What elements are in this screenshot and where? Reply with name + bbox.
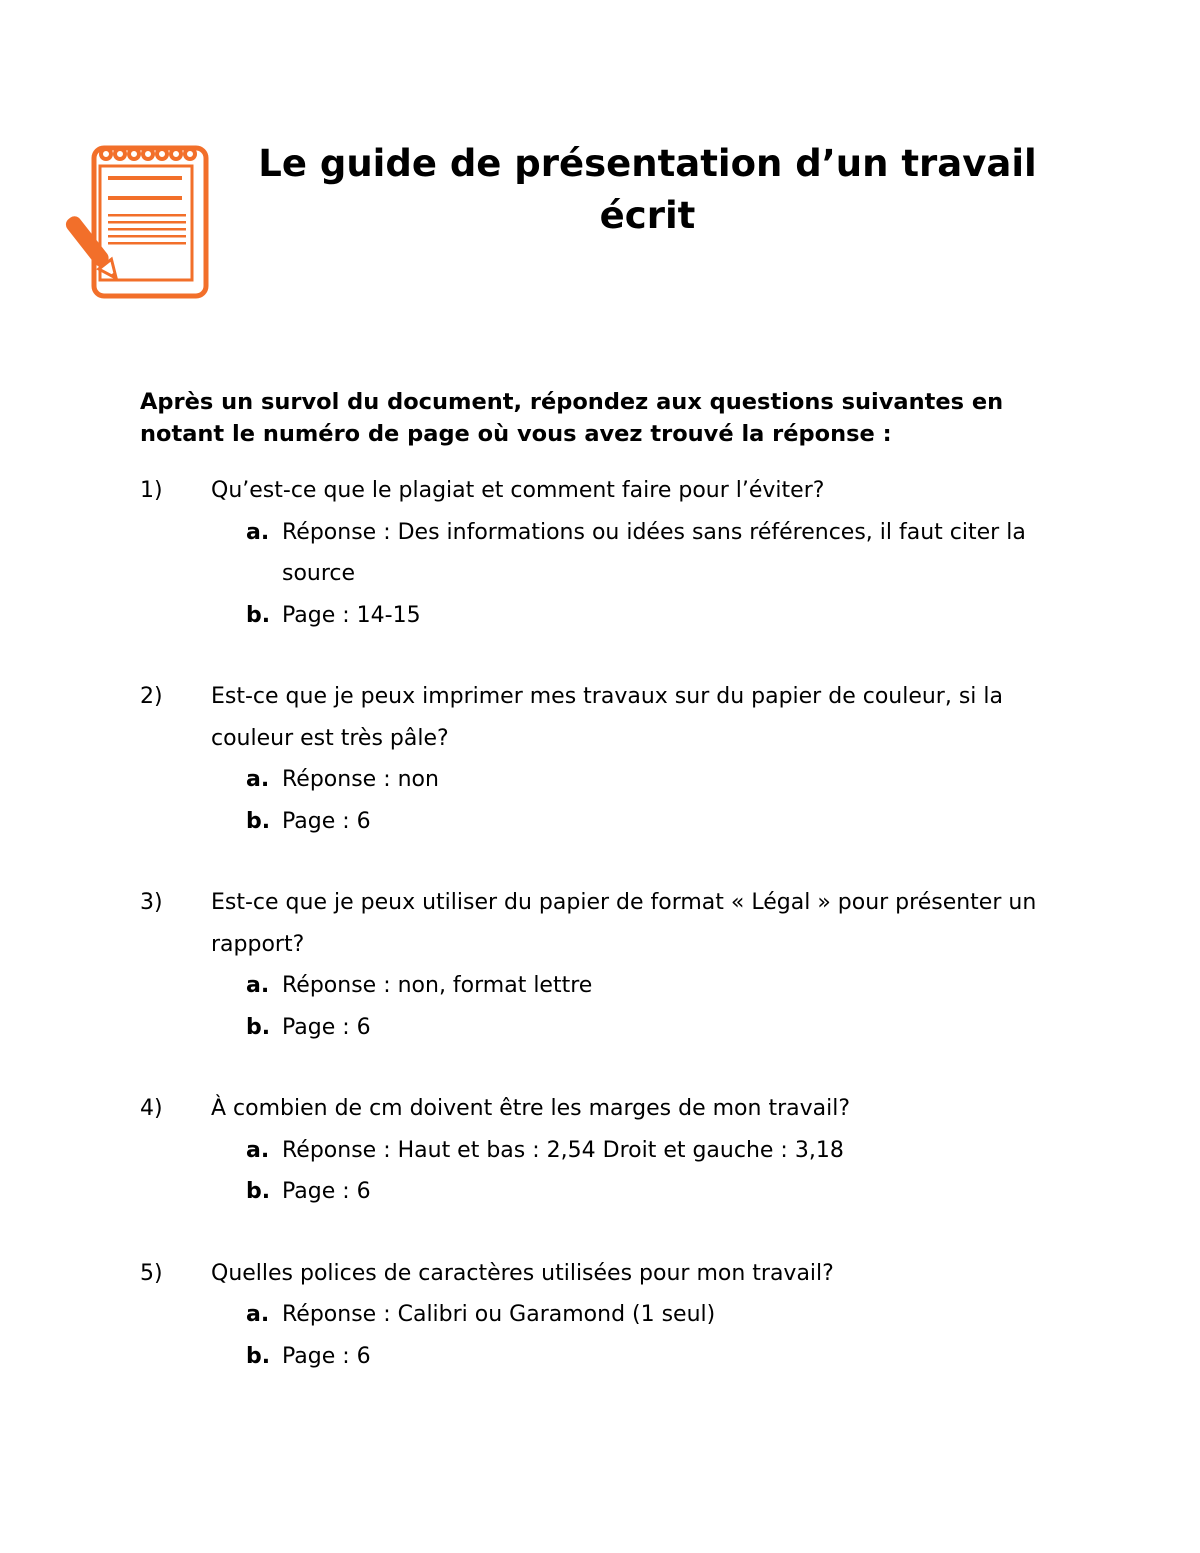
question-number: 5): [140, 1260, 163, 1286]
answer-line: [140, 512, 1070, 595]
page-text: Page : 14-15: [282, 602, 421, 628]
notepad-pencil-icon: [60, 138, 212, 302]
question-line: [140, 1088, 1070, 1130]
question-line: [140, 1253, 1070, 1295]
question-number: 2): [140, 684, 163, 709]
answer-letter: a.: [246, 1137, 270, 1163]
question-text: Quelles polices de caractères utilisées pour mon travail?: [211, 1260, 834, 1286]
answer-letter: a.: [246, 973, 270, 998]
page-letter: b.: [246, 1179, 271, 1204]
answer-letter: a.: [246, 1302, 270, 1327]
question-item: [140, 676, 1070, 842]
answer-text: Réponse : non: [282, 767, 439, 792]
intro-instructions: Après un survol du document, répondez aux questions suivantes en notant le numéro de page où vous avez trouvé la réponse :: [140, 389, 1004, 447]
question-number: 3): [140, 890, 163, 915]
question-text: Est-ce que je peux imprimer mes travaux sur du papier de couleur, si la couleur est très pâle?: [211, 684, 1003, 751]
page-letter: b.: [246, 602, 271, 628]
question-text: À combien de cm doivent être les marges de mon travail?: [211, 1096, 850, 1121]
question-line: [140, 676, 1070, 759]
question-text: Qu’est-ce que le plagiat et comment faire pour l’éviter?: [211, 478, 825, 503]
page-title: Le guide de présentation d’un travail écrit: [258, 142, 1037, 237]
question-line: [140, 882, 1070, 965]
page-letter: b.: [246, 1343, 271, 1369]
question-number: 4): [140, 1096, 163, 1121]
page-line: [140, 1336, 1070, 1378]
answer-line: [140, 965, 1070, 1007]
page-text: Page : 6: [282, 808, 371, 834]
question-item: [140, 1088, 1070, 1213]
question-line: [140, 470, 1070, 512]
answer-line: [140, 1130, 1070, 1172]
page-letter: b.: [246, 808, 271, 834]
page-line: [140, 1007, 1070, 1049]
answer-line: [140, 1294, 1070, 1336]
answer-text: Réponse : Des informations ou idées sans références, il faut citer la source: [282, 519, 1026, 586]
question-list: [140, 470, 1070, 1417]
page-text: Page : 6: [282, 1343, 371, 1369]
answer-text: Réponse : non, format lettre: [282, 973, 593, 998]
question-item: [140, 470, 1070, 636]
page-text: Page : 6: [282, 1179, 371, 1204]
answer-letter: a.: [246, 767, 270, 792]
question-item: [140, 882, 1070, 1048]
page-line: [140, 595, 1070, 637]
page-text: Page : 6: [282, 1014, 371, 1040]
question-number: 1): [140, 478, 163, 503]
page-line: [140, 801, 1070, 843]
answer-line: [140, 759, 1070, 801]
question-item: [140, 1253, 1070, 1378]
page-letter: b.: [246, 1014, 271, 1040]
answer-letter: a.: [246, 519, 270, 545]
page-line: [140, 1171, 1070, 1213]
question-text: Est-ce que je peux utiliser du papier de format « Légal » pour présenter un rapport?: [211, 890, 1037, 957]
answer-text: Réponse : Haut et bas : 2,54 Droit et gauche : 3,18: [282, 1137, 844, 1163]
answer-text: Réponse : Calibri ou Garamond (1 seul): [282, 1302, 716, 1327]
